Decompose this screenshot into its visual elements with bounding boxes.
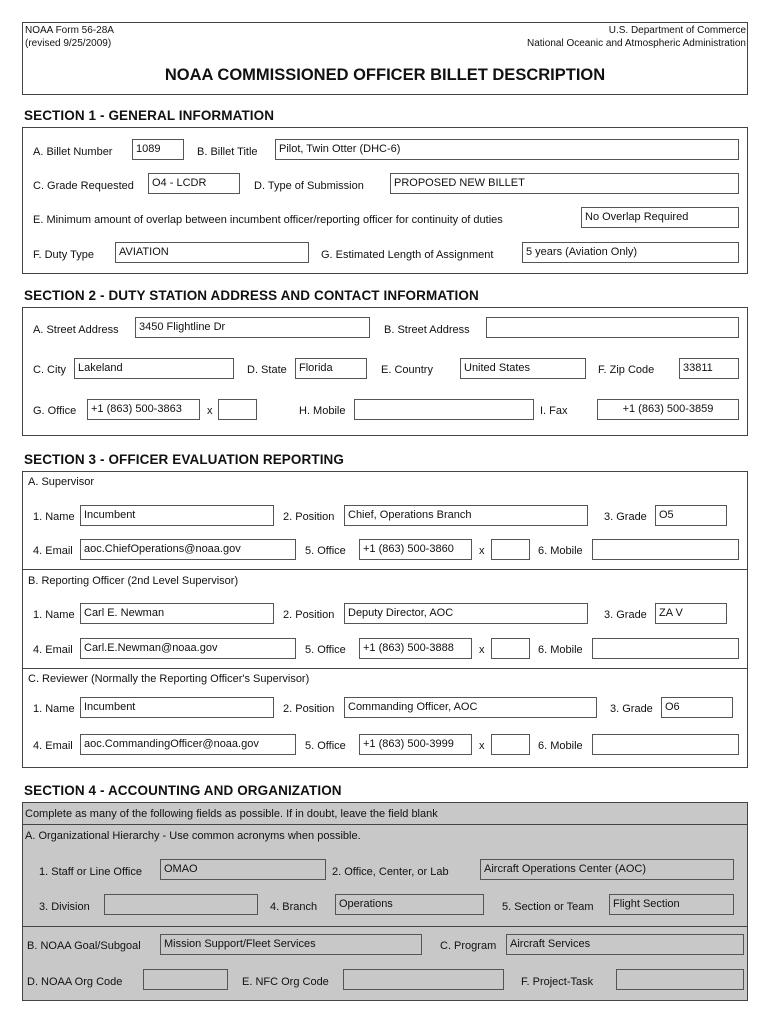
city-field[interactable]: Lakeland <box>74 358 234 379</box>
reviewer-email-field[interactable]: aoc.CommandingOfficer@noaa.gov <box>80 734 296 755</box>
reporting-officer-mobile-field[interactable] <box>592 638 739 659</box>
overlap-field[interactable]: No Overlap Required <box>581 207 739 228</box>
reviewer-grade-field[interactable]: O6 <box>661 697 733 718</box>
grade-requested-field[interactable]: O4 - LCDR <box>148 173 240 194</box>
submission-type-field[interactable]: PROPOSED NEW BILLET <box>390 173 739 194</box>
project-task-field[interactable] <box>616 969 744 990</box>
department-name: U.S. Department of Commerce <box>608 25 746 36</box>
reporting-officer-email-label: 4. Email <box>33 644 73 656</box>
state-field[interactable]: Florida <box>295 358 367 379</box>
supervisor-mobile-field[interactable] <box>592 539 739 560</box>
reviewer-office-field[interactable]: +1 (863) 500-3999 <box>359 734 472 755</box>
section-team-label: 5. Section or Team <box>502 901 594 913</box>
reporting-officer-ext-field[interactable] <box>491 638 530 659</box>
street-address-b-label: B. Street Address <box>384 324 470 336</box>
reviewer-heading: C. Reviewer (Normally the Reporting Officer's Supervisor) <box>28 673 310 685</box>
country-field[interactable]: United States <box>460 358 586 379</box>
reporting-officer-office-label: 5. Office <box>305 644 346 656</box>
office-ext-label: x <box>207 405 213 417</box>
street-address-a-field[interactable]: 3450 Flightline Dr <box>135 317 370 338</box>
reporting-officer-position-label: 2. Position <box>283 609 335 621</box>
fax-label: I. Fax <box>540 405 568 417</box>
noaa-goal-field[interactable]: Mission Support/Fleet Services <box>160 934 422 955</box>
street-address-a-label: A. Street Address <box>33 324 119 336</box>
reviewer-position-label: 2. Position <box>283 703 335 715</box>
division-label: 3. Division <box>39 901 90 913</box>
billet-number-label: A. Billet Number <box>33 146 113 158</box>
reporting-officer-ext-label: x <box>479 644 485 656</box>
administration-name: National Oceanic and Atmospheric Administration <box>526 38 746 49</box>
state-label: D. State <box>247 364 287 376</box>
supervisor-office-label: 5. Office <box>305 545 346 557</box>
billet-number-field[interactable]: 1089 <box>132 139 184 160</box>
office-ext-field[interactable] <box>218 399 257 420</box>
section3-divider-1 <box>22 569 748 570</box>
reviewer-name-field[interactable]: Incumbent <box>80 697 274 718</box>
staff-line-office-label: 1. Staff or Line Office <box>39 866 142 878</box>
reporting-officer-name-label: 1. Name <box>33 609 75 621</box>
supervisor-name-field[interactable]: Incumbent <box>80 505 274 526</box>
supervisor-office-field[interactable]: +1 (863) 500-3860 <box>359 539 472 560</box>
section4-divider-2 <box>22 926 748 927</box>
supervisor-ext-field[interactable] <box>491 539 530 560</box>
reviewer-mobile-field[interactable] <box>592 734 739 755</box>
duty-type-field[interactable]: AVIATION <box>115 242 309 263</box>
noaa-org-code-field[interactable] <box>143 969 228 990</box>
country-label: E. Country <box>381 364 433 376</box>
nfc-org-code-label: E. NFC Org Code <box>242 976 329 988</box>
reporting-officer-grade-label: 3. Grade <box>604 609 647 621</box>
branch-field[interactable]: Operations <box>335 894 484 915</box>
nfc-org-code-field[interactable] <box>343 969 504 990</box>
reviewer-email-label: 4. Email <box>33 740 73 752</box>
supervisor-mobile-label: 6. Mobile <box>538 545 583 557</box>
overlap-label: E. Minimum amount of overlap between incumbent officer/reporting officer for continuity of duties <box>33 214 503 226</box>
program-label: C. Program <box>440 940 497 952</box>
office-phone-label: G. Office <box>33 405 77 417</box>
noaa-org-code-label: D. NOAA Org Code <box>27 976 123 988</box>
section2-title: SECTION 2 - DUTY STATION ADDRESS AND CONTACT INFORMATION <box>24 288 479 303</box>
form-revised-date: (revised 9/25/2009) <box>25 38 112 49</box>
section1-title: SECTION 1 - GENERAL INFORMATION <box>24 108 275 123</box>
fax-field[interactable]: +1 (863) 500-3859 <box>597 399 739 420</box>
section4-divider-1 <box>22 824 748 825</box>
section3-title: SECTION 3 - OFFICER EVALUATION REPORTING <box>24 452 345 467</box>
reporting-officer-office-field[interactable]: +1 (863) 500-3888 <box>359 638 472 659</box>
reporting-officer-mobile-label: 6. Mobile <box>538 644 583 656</box>
supervisor-position-label: 2. Position <box>283 511 335 523</box>
assignment-length-label: G. Estimated Length of Assignment <box>321 249 494 261</box>
mobile-field[interactable] <box>354 399 534 420</box>
reviewer-office-label: 5. Office <box>305 740 346 752</box>
billet-title-label: B. Billet Title <box>197 146 258 158</box>
reviewer-ext-field[interactable] <box>491 734 530 755</box>
supervisor-heading: A. Supervisor <box>28 476 95 488</box>
zip-code-label: F. Zip Code <box>598 364 655 376</box>
reporting-officer-position-field[interactable]: Deputy Director, AOC <box>344 603 588 624</box>
section3-divider-2 <box>22 668 748 669</box>
reporting-officer-name-field[interactable]: Carl E. Newman <box>80 603 274 624</box>
supervisor-grade-field[interactable]: O5 <box>655 505 727 526</box>
section4-title: SECTION 4 - ACCOUNTING AND ORGANIZATION <box>24 783 342 798</box>
program-field[interactable]: Aircraft Services <box>506 934 744 955</box>
supervisor-ext-label: x <box>479 545 485 557</box>
reviewer-grade-label: 3. Grade <box>610 703 653 715</box>
street-address-b-field[interactable] <box>486 317 739 338</box>
org-hierarchy-heading: A. Organizational Hierarchy - Use common acronyms when possible. <box>25 830 361 842</box>
form-number: NOAA Form 56-28A <box>25 25 114 36</box>
supervisor-grade-label: 3. Grade <box>604 511 647 523</box>
reviewer-position-field[interactable]: Commanding Officer, AOC <box>344 697 597 718</box>
staff-line-office-field[interactable]: OMAO <box>160 859 326 880</box>
reviewer-ext-label: x <box>479 740 485 752</box>
reviewer-mobile-label: 6. Mobile <box>538 740 583 752</box>
zip-code-field[interactable]: 33811 <box>679 358 739 379</box>
section-team-field[interactable]: Flight Section <box>609 894 734 915</box>
division-field[interactable] <box>104 894 258 915</box>
reporting-officer-grade-field[interactable]: ZA V <box>655 603 727 624</box>
office-phone-field[interactable]: +1 (863) 500-3863 <box>87 399 200 420</box>
city-label: C. City <box>33 364 66 376</box>
reporting-officer-heading: B. Reporting Officer (2nd Level Supervisor) <box>28 575 239 587</box>
office-center-lab-label: 2. Office, Center, or Lab <box>332 866 449 878</box>
supervisor-position-field[interactable]: Chief, Operations Branch <box>344 505 588 526</box>
assignment-length-field[interactable]: 5 years (Aviation Only) <box>522 242 739 263</box>
mobile-label: H. Mobile <box>299 405 346 417</box>
noaa-goal-label: B. NOAA Goal/Subgoal <box>27 940 141 952</box>
supervisor-email-field[interactable]: aoc.ChiefOperations@noaa.gov <box>80 539 296 560</box>
section4-instructions: Complete as many of the following fields as possible. If in doubt, leave the field blank <box>25 808 438 820</box>
office-center-lab-field[interactable]: Aircraft Operations Center (AOC) <box>480 859 734 880</box>
reporting-officer-email-field[interactable]: Carl.E.Newman@noaa.gov <box>80 638 296 659</box>
project-task-label: F. Project-Task <box>521 976 594 988</box>
supervisor-name-label: 1. Name <box>33 511 75 523</box>
duty-type-label: F. Duty Type <box>33 249 94 261</box>
reviewer-name-label: 1. Name <box>33 703 75 715</box>
form-title: NOAA COMMISSIONED OFFICER BILLET DESCRIPTION <box>164 66 606 84</box>
branch-label: 4. Branch <box>270 901 318 913</box>
grade-requested-label: C. Grade Requested <box>33 180 134 192</box>
billet-title-field[interactable]: Pilot, Twin Otter (DHC-6) <box>275 139 739 160</box>
submission-type-label: D. Type of Submission <box>254 180 364 192</box>
supervisor-email-label: 4. Email <box>33 545 73 557</box>
